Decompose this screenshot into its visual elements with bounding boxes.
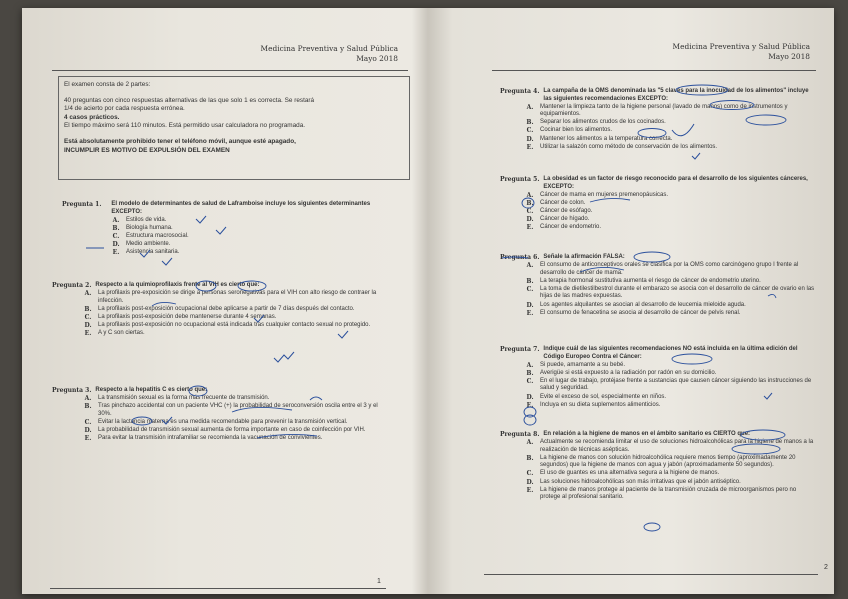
underline-mark-icon xyxy=(232,407,292,412)
question-stem: Señale la afirmación FALSA: xyxy=(543,254,625,260)
circle-mark-icon xyxy=(238,281,266,291)
answer-option: C. Cocinar bien los alimentos. xyxy=(526,127,613,135)
answer-option: C. Evitar la lactancia materna es una medida recomendable para prevenir la transmisión vertical. xyxy=(84,418,348,426)
question-number: Pregunta 4. xyxy=(500,88,540,95)
answer-option: C. El uso de guantes es una alternativa segura a la higiene de manos. xyxy=(526,470,720,478)
answer-option: C. En el lugar de trabajo, protéjase frente a sustancias que causen cáncer siguiendo las instrucciones de salud y seguridad. xyxy=(526,377,812,392)
circle-mark-icon xyxy=(638,129,666,138)
answer-option: D. Las soluciones hidroalcohólicas son más irritativas que el jabón antiséptico. xyxy=(526,478,741,486)
answer-option: E. Asistencia sanitaria. xyxy=(112,249,180,257)
answer-option: B. Tras pinchazo accidental con un paciente VHC (+) la probabilidad de seroconversión oscila entre el 3 y el 30%. xyxy=(84,403,378,417)
underline-mark-icon xyxy=(768,294,776,298)
answer-option: E. Para evitar la transmisión intrafamiliar se recomienda la vacunación de convivientes. xyxy=(84,435,323,443)
question-stem: En relación a la higiene de manos en el ámbito sanitario es CIERTO que: xyxy=(543,431,751,437)
checkmark-icon xyxy=(692,153,700,159)
course-title: Medicina Preventiva y Salud Pública xyxy=(672,42,810,51)
question-stem: Respecto a la quimioprofilaxis frente al VIH es cierto que: xyxy=(95,282,260,288)
answer-option: A. Estilos de vida. xyxy=(112,216,167,224)
answer-option: D. La profilaxis post-exposición no ocupacional está indicada tras cualquier contacto sexual no protegido. xyxy=(84,321,371,329)
instructions-line: INCUMPLIR ES MOTIVO DE EXPULSIÓN DEL EXAMEN xyxy=(64,146,230,154)
circle-mark-icon xyxy=(676,85,728,95)
instructions-line: 40 preguntas con cinco respuestas alternativas de las que solo 1 es correcta. Se restará xyxy=(64,96,315,104)
checkmark-icon xyxy=(196,216,206,223)
question-number: Pregunta 2. xyxy=(52,282,92,289)
page-number: 2 xyxy=(824,564,828,571)
circle-mark-icon xyxy=(524,407,536,417)
answer-option: B. La terapia hormonal sustitutiva aumenta el riesgo de cáncer de endometrio uterino. xyxy=(526,277,761,285)
answer-option: D. La probabilidad de transmisión sexual aumenta de forma importante en caso de coinfección por VIH. xyxy=(84,426,366,434)
exam-spread xyxy=(22,8,834,594)
exam-date: Mayo 2018 xyxy=(768,52,810,61)
right-page xyxy=(430,8,834,594)
checkmark-icon xyxy=(162,417,172,424)
answer-option: B. Biología humana. xyxy=(112,224,173,232)
answer-option: D. Los agentes alquilantes se asocian al desarrollo de leucemia mieloide aguda. xyxy=(526,301,746,309)
circle-mark-icon xyxy=(710,101,754,110)
answer-option: E. La higiene de manos protege al paciente de la transmisión cruzada de microorganismos pero no protege al profesional sanitario. xyxy=(526,486,797,501)
instructions-line: 4 casos prácticos. xyxy=(64,113,120,121)
answer-option: B. La profilaxis post-exposición ocupacional debe aplicarse a partir de 7 días después del contacto. xyxy=(84,305,355,313)
circle-mark-icon xyxy=(741,430,785,440)
question-stem: La campaña de la OMS denominada las "5 claves para la inocuidad de los alimentos" incluye las siguientes recomendaciones EXCEPTO: xyxy=(543,88,809,102)
underline-mark-icon xyxy=(152,302,176,306)
answer-option: C. La profilaxis post-exposición debe mantenerse durante 4 semanas. xyxy=(84,313,277,321)
course-title: Medicina Preventiva y Salud Pública xyxy=(260,44,398,53)
question-number: Pregunta 3. xyxy=(52,387,92,394)
answer-option: A. La transmisión sexual es la forma más frecuente de transmisión. xyxy=(84,395,270,403)
circle-mark-icon xyxy=(634,252,670,262)
answer-option: C. La toma de dietilestilbestrol durante el embarazo se asocia con el desarrollo de cáncer de ovario en las hijas de las madres expuestas. xyxy=(526,285,815,300)
answer-option: E. El consumo de fenacetina se asocia al desarrollo de cáncer de pelvis renal. xyxy=(526,309,741,317)
answer-option: B. Averigüe si está expuesto a la radiación por radón en su domicilio. xyxy=(526,369,717,377)
question-number: Pregunta 7. xyxy=(500,346,540,353)
circle-mark-icon xyxy=(196,281,216,291)
answer-option: E. Utilizar la salazón como método de conservación de los alimentos. xyxy=(526,143,718,151)
handwritten-marks xyxy=(430,8,834,594)
answer-option: A. El consumo de anticonceptivos orales se clasifica por la OMS como carcinógeno grupo I frente al desarrollo de cáncer de mama. xyxy=(526,262,799,276)
answer-option: C. Cáncer de esófago. xyxy=(526,207,593,215)
page-number: 1 xyxy=(377,578,381,585)
answer-option: D. Cáncer de hígado. xyxy=(526,215,590,223)
answer-option: E. Incluya en su dieta suplementos alimenticios. xyxy=(526,401,661,409)
answer-option: B. Separar los alimentos crudos de los cocinados. xyxy=(526,119,666,127)
question-number: Pregunta 1. xyxy=(62,201,102,208)
circle-mark-icon xyxy=(189,386,207,396)
checkmark-icon xyxy=(764,393,772,399)
circle-mark-icon xyxy=(310,397,322,400)
answer-option: A. Mantener la limpieza tanto de la higiene personal (lavado de manos) como de instrumentos y equipamientos. xyxy=(526,103,788,118)
question-stem: El modelo de determinantes de salud de Laframboise incluye los siguientes determinantes EXCEPTO: xyxy=(111,201,371,215)
circle-mark-icon xyxy=(672,354,712,364)
answer-option: A. Cáncer de mama en mujeres premenopáusicas. xyxy=(526,191,669,199)
question-number: Pregunta 6. xyxy=(500,254,540,261)
underline-mark-icon xyxy=(580,267,624,272)
exam-date: Mayo 2018 xyxy=(356,54,398,63)
underline-mark-icon xyxy=(590,198,630,202)
circle-mark-icon xyxy=(644,523,660,531)
checkmark-icon xyxy=(338,331,348,338)
answer-option: A. Si puede, amamante a su bebé. xyxy=(526,361,626,369)
answer-option: B. Cáncer de colon. xyxy=(526,199,586,207)
question-stem: Indique cuál de las siguientes recomendaciones NO está incluida en la última edición del Código Europeo Contra el Cáncer: xyxy=(543,346,798,360)
answer-option: D. Mantener los alimentos a la temperatura correcta. xyxy=(526,135,673,143)
circle-mark-icon xyxy=(132,417,152,425)
answer-option: B. La higiene de manos con solución hidroalcohólica requiere menos tiempo (aproximadamente 20 segundos) que la higiene de manos con agua y jabón (aproximadamente 50 segundos). xyxy=(526,454,796,469)
answer-option: E. Cáncer de endometrio. xyxy=(526,224,602,232)
checkmark-icon xyxy=(254,315,264,322)
circle-mark-icon xyxy=(746,115,786,125)
question-number: Pregunta 5. xyxy=(500,176,540,183)
answer-option: D. Evite el exceso de sol, especialmente en niños. xyxy=(526,393,667,401)
underline-mark-icon xyxy=(257,434,317,438)
question-stem: Respecto a la hepatitis C es cierto que: xyxy=(95,387,208,393)
answer-option: A. La profilaxis pre-exposición se dirige a personas seronegativas para el VIH con alto riesgo de contraer la infección. xyxy=(84,290,377,304)
instructions-line: 1/4 de acierto por cada respuesta errónea. xyxy=(64,105,185,113)
checkmark-icon xyxy=(140,250,150,257)
circle-mark-icon xyxy=(732,444,780,454)
left-page xyxy=(22,8,426,594)
strike-mark-icon xyxy=(502,257,528,258)
answer-option: A. Actualmente se recomienda limitar el uso de soluciones hidroalcohólicas para la higiene de manos a la realización de técnicas asépticas. xyxy=(526,439,814,453)
answer-option: E. A y C son ciertas. xyxy=(84,330,145,338)
instructions-line: El examen consta de 2 partes: xyxy=(64,81,151,88)
question-number: Pregunta 8. xyxy=(500,431,540,438)
question-stem: La obesidad es un factor de riesgo reconocido para el desarrollo de los siguientes cánceres, EXCEPTO: xyxy=(543,176,808,190)
circle-mark-icon xyxy=(524,415,536,425)
checkmark-icon xyxy=(216,227,226,234)
answer-option: C. Estructura macrosocial. xyxy=(112,232,189,240)
checkmark-icon xyxy=(162,258,172,265)
instructions-line: El tiempo máximo será 110 minutos. Está permitido usar calculadora no programada. xyxy=(64,122,306,130)
handwritten-marks xyxy=(22,8,426,594)
checkmark-icon xyxy=(672,124,694,136)
circle-mark-icon xyxy=(522,198,534,208)
instructions-line: Está absolutamente prohibido tener el teléfono móvil, aunque esté apagado, xyxy=(64,137,296,145)
double-checkmark-icon xyxy=(274,352,294,362)
answer-option: D. Medio ambiente. xyxy=(112,240,171,248)
